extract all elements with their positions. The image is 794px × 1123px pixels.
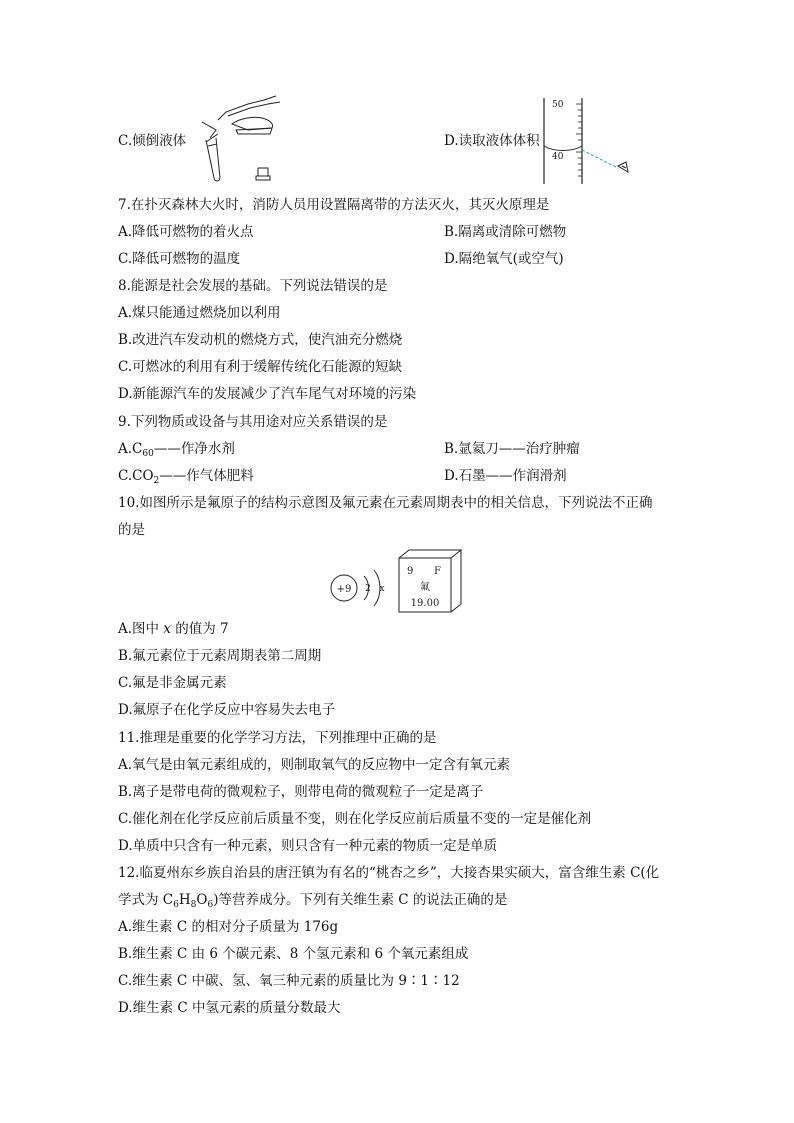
q7-option-d: D.隔绝氧气(或空气) [444, 251, 564, 267]
q7-stem: 7.在扑灭森林大火时，消防人员用设置隔离带的方法灭火，其灭火原理是 [118, 197, 550, 213]
q8-option-d: D.新能源汽车的发展减少了汽车尾气对环境的污染 [118, 386, 417, 402]
q7-option-b: B.隔离或清除可燃物 [444, 224, 567, 240]
periodic-table-cell-fluorine [398, 548, 464, 614]
q8-stem: 8.能源是社会发展的基础。下列说法错误的是 [118, 278, 388, 294]
q10-stem-cont: 的是 [118, 522, 145, 538]
element-symbol: F [434, 566, 441, 577]
q11-option-a: A.氧气是由氧元素组成的，则制取氧气的反应物中一定含有氧元素 [118, 757, 511, 773]
cylinder-mark-40: 40 [552, 152, 564, 162]
shell1-electrons: 2 [365, 584, 371, 594]
q9-stem: 9.下列物质或设备与其用途对应关系错误的是 [118, 414, 388, 430]
q10-option-b: B.氟元素位于元素周期表第二周期 [118, 648, 322, 664]
q11-option-d: D.单质中只含有一种元素，则只含有一种元素的物质一定是单质 [118, 838, 498, 854]
fluorine-atom-diagram [328, 566, 388, 614]
q12-option-d: D.维生素 C 中氢元素的质量分数最大 [118, 1000, 341, 1016]
q10-option-c: C.氟是非金属元素 [118, 675, 227, 691]
q12-stem-cont: 学式为 $C_6H_8O_6$)等营养成分。下列有关维生素 C 的说法正确的是 [118, 892, 508, 910]
q10-option-d: D.氟原子在化学反应中容易失去电子 [118, 702, 336, 718]
q12-option-b: B.维生素 C 由 6 个碳元素、8 个氢元素和 6 个氧元素组成 [118, 946, 469, 962]
q6-option-c: C.倾倒液体 [118, 133, 187, 149]
q9-option-d: D.石墨——作润滑剂 [444, 468, 567, 484]
q10-stem: 10.如图所示是氟原子的结构示意图及氟元素在元素周期表中的相关信息，下列说法不正确 [118, 495, 653, 511]
shell2-electrons: x [379, 584, 385, 594]
q10-option-a: A.图中 x 的值为 7 [118, 621, 229, 637]
q9-option-c: $C.CO_2——$作气体肥料 [118, 468, 254, 486]
q9-option-a: $A.C_{60}——$作净水剂 [118, 441, 235, 459]
element-name: 氟 [420, 582, 430, 593]
q12-option-a: A.维生素 C 的相对分子质量为 176g [118, 919, 339, 935]
q9-option-b: B.氩氦刀——治疗肿瘤 [444, 441, 580, 457]
q6-option-d: D.读取液体体积 [444, 133, 540, 149]
q12-option-c: C.维生素 C 中碳、氢、氧三种元素的质量比为 9∶1∶12 [118, 973, 460, 989]
pouring-liquid-illustration [188, 94, 284, 186]
q11-option-c: C.催化剂在化学反应前后质量不变，则在化学反应前后质量不变的一定是催化剂 [118, 811, 592, 827]
q7-option-a: A.降低可燃物的着火点 [118, 224, 254, 240]
q12-stem: 12.临夏州东乡族自治县的唐汪镇为有名的“桃杏之乡”，大接杏果实硕大，富含维生素 C(化 [118, 865, 660, 881]
graduated-cylinder-illustration [538, 96, 634, 186]
q8-option-a: A.煤只能通过燃烧加以利用 [118, 305, 281, 321]
eye-icon [618, 162, 628, 172]
atomic-mass: 19.00 [410, 598, 440, 609]
q8-option-c: C.可燃冰的利用有利于缓解传统化石能源的短缺 [118, 359, 403, 375]
q8-option-b: B.改进汽车发动机的燃烧方式，使汽油充分燃烧 [118, 332, 403, 348]
q11-stem: 11.推理是重要的化学学习方法，下列推理中正确的是 [118, 730, 437, 746]
q7-option-c: C.降低可燃物的温度 [118, 251, 241, 267]
atomic-number: 9 [407, 566, 414, 577]
nucleus-charge: +9 [336, 584, 352, 595]
q11-option-b: B.离子是带电荷的微观粒子，则带电荷的微观粒子一定是离子 [118, 784, 484, 800]
cylinder-mark-50: 50 [552, 100, 564, 110]
